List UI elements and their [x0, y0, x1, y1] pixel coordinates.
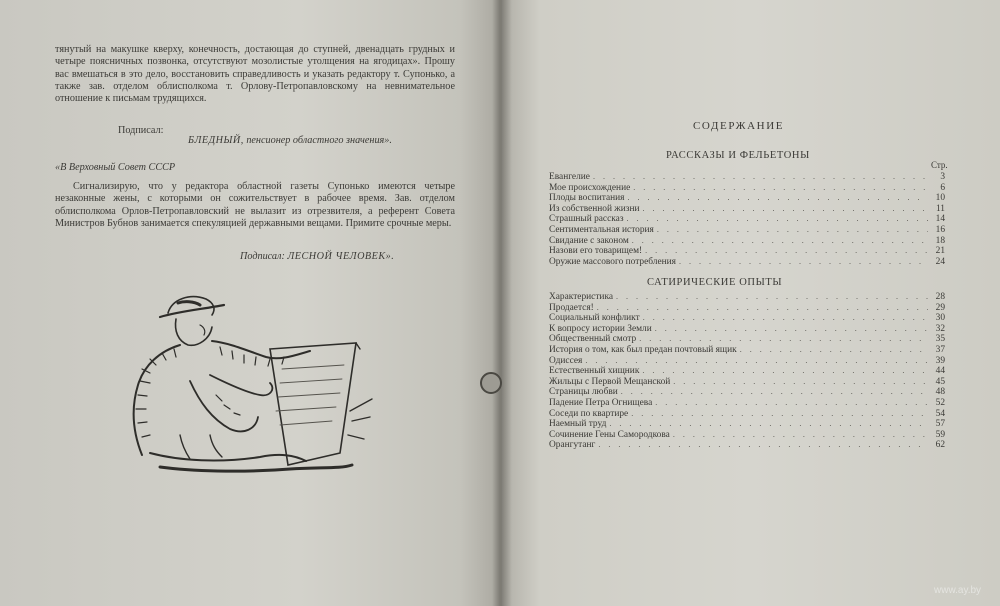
toc-entry [549, 366, 945, 377]
toc-entry-title: Продается! [549, 302, 594, 313]
toc-entry-page: 29 [935, 302, 945, 313]
toc-leader-dots [627, 193, 928, 204]
letter1-body: тянутый на макушке кверху, конечность, достающая до ступней, двенадцать грудных и четыре поясничных позвонка, отсутствуют мозолистые утолщения на ягодицах». Прошу вас вмешаться в это дело, восстановить справедливость и указать редактору т. Супонько, а также зав. отделом облисполкома т. Орлову-Петропавловскому на невнимательное отношение к письмам трудящихся. [55, 44, 455, 105]
toc-leader-dots [673, 430, 928, 441]
toc-leader-dots [643, 204, 928, 215]
toc-list-stories [549, 172, 945, 267]
toc-leader-dots [655, 398, 928, 409]
toc-entry-page: 57 [935, 419, 945, 430]
toc-list-satire [549, 292, 945, 451]
toc-entry [549, 345, 945, 356]
toc-entry-title: Естественный хищник [549, 366, 640, 377]
toc-entry [549, 324, 945, 335]
toc-entry-page: 32 [935, 323, 945, 334]
section-title-stories: РАССКАЗЫ И ФЕЛЬЕТОНЫ [666, 150, 810, 161]
toc-entry-page: 39 [935, 355, 945, 366]
toc-entry [549, 356, 945, 367]
toc-leader-dots [673, 377, 928, 388]
toc-entry-page: 21 [935, 246, 945, 257]
toc-leader-dots [642, 366, 928, 377]
toc-entry-title: Падение Петра Огнищева [549, 397, 653, 408]
toc-entry-title: Сочинение Гены Самородкова [549, 429, 670, 440]
toc-entry-title: Свидание с законом [549, 235, 629, 246]
toc-entry-page: 54 [935, 408, 945, 419]
signature2 [240, 251, 394, 262]
toc-leader-dots [657, 225, 928, 236]
toc-entry-page: 18 [935, 235, 945, 246]
toc-entry [549, 334, 945, 345]
toc-leader-dots [616, 292, 928, 303]
toc-leader-dots [643, 313, 928, 324]
toc-leader-dots [627, 214, 928, 225]
signature1-title: пенсионер областного значения». [246, 135, 392, 146]
toc-entry [549, 193, 945, 204]
toc-entry-page: 10 [935, 193, 945, 204]
toc-entry [549, 398, 945, 409]
signature1-label: Подписал: [118, 125, 164, 136]
toc-entry-page: 30 [935, 313, 945, 324]
toc-entry-page: 59 [935, 429, 945, 440]
toc-leader-dots [585, 356, 928, 367]
toc-entry-title: Евангелие [549, 172, 590, 182]
toc-leader-dots [593, 172, 928, 183]
toc-entry-title: К вопросу истории Земли [549, 323, 652, 334]
toc-entry-title: Одиссея [549, 355, 583, 366]
watermark: www.ay.by [934, 585, 982, 596]
toc-entry-title: Сентиментальная история [549, 224, 654, 235]
toc-leader-dots [679, 257, 928, 268]
toc-entry [549, 409, 945, 420]
toc-entry [549, 236, 945, 247]
toc-entry-page: 48 [935, 387, 945, 398]
toc-entry-page: 37 [935, 344, 945, 355]
toc-leader-dots [633, 183, 928, 194]
toc-entry [549, 387, 945, 398]
signature2-name: ЛЕСНОЙ ЧЕЛОВЕК». [287, 251, 395, 262]
book-gutter [492, 0, 512, 606]
illustration-man-reading-newspaper [120, 285, 380, 480]
toc-leader-dots [597, 303, 928, 314]
toc-leader-dots [655, 324, 928, 335]
toc-entry [549, 225, 945, 236]
toc-entry [549, 430, 945, 441]
toc-entry-title: Назови его товарищем! [549, 246, 643, 257]
toc-entry-page: 6 [940, 182, 945, 193]
toc-entry [549, 246, 945, 257]
toc-entry [549, 303, 945, 314]
section-title-satire: САТИРИЧЕСКИЕ ОПЫТЫ [647, 277, 783, 288]
toc-entry-page: 11 [935, 203, 945, 214]
toc-leader-dots [639, 334, 928, 345]
toc-entry [549, 440, 945, 451]
page-column-label: Стр. [931, 160, 948, 170]
toc-entry [549, 257, 945, 268]
binding-staple [480, 372, 502, 394]
letter2-address: «В Верховный Совет СССР [55, 162, 176, 173]
toc-entry-page: 3 [940, 172, 945, 182]
toc-entry-title: Общественный смотр [549, 334, 637, 345]
toc-title: СОДЕРЖАНИЕ [693, 120, 785, 132]
toc-entry [549, 172, 945, 183]
toc-entry-page: 16 [935, 224, 945, 235]
toc-entry [549, 183, 945, 194]
toc-entry-page: 35 [935, 334, 945, 345]
toc-entry [549, 292, 945, 303]
toc-entry-title: Наемный труд [549, 419, 607, 430]
letter2-body: Сигнализирую, что у редактора областной газеты Супонько имеются четыре незаконные жены, с которыми он сожительствует в рабочее время. Зав. отделом облисполкома Орлов-Петропавловский не вылазит из отрезвителя, а референт Совета Министров Бубнов занимается спекуляцией державными вещами. Примите срочные меры. [55, 181, 455, 229]
toc-entry-title: Орангутанг [549, 440, 596, 451]
toc-entry-page: 62 [935, 440, 945, 451]
toc-entry-page: 45 [935, 376, 945, 387]
toc-entry-title: Жильцы с Первой Мещанской [549, 376, 671, 387]
toc-entry-title: Оружие массового потребления [549, 256, 676, 267]
toc-leader-dots [632, 236, 928, 247]
toc-entry-page: 44 [935, 366, 945, 377]
toc-entry-page: 28 [935, 292, 945, 302]
toc-leader-dots [645, 246, 928, 257]
toc-entry-title: Страшный рассказ [549, 214, 624, 225]
toc-entry [549, 313, 945, 324]
toc-entry-title: Страницы любви [549, 387, 618, 398]
toc-entry [549, 214, 945, 225]
toc-entry [549, 419, 945, 430]
toc-entry-title: Плоды воспитания [549, 193, 625, 204]
toc-entry-title: Из собственной жизни [549, 203, 640, 214]
toc-entry-title: Социальный конфликт [549, 313, 640, 324]
toc-entry [549, 377, 945, 388]
toc-entry-page: 24 [935, 256, 945, 267]
toc-entry-title: Соседи по квартире [549, 408, 629, 419]
toc-leader-dots [609, 419, 928, 430]
toc-entry-title: Характеристика [549, 292, 614, 302]
signature2-label: Подписал: [240, 251, 285, 262]
toc-entry-page: 52 [935, 397, 945, 408]
signature1-name: БЛЕДНЫЙ, [188, 135, 244, 146]
signature1 [188, 135, 392, 146]
toc-entry [549, 204, 945, 215]
toc-entry-page: 14 [935, 214, 945, 225]
toc-leader-dots [598, 440, 928, 451]
toc-leader-dots [740, 345, 928, 356]
toc-leader-dots [621, 387, 928, 398]
toc-leader-dots [631, 409, 928, 420]
toc-entry-title: Мое происхождение [549, 182, 631, 193]
toc-entry-title: История о том, как был предан почтовый ящик [549, 344, 737, 355]
